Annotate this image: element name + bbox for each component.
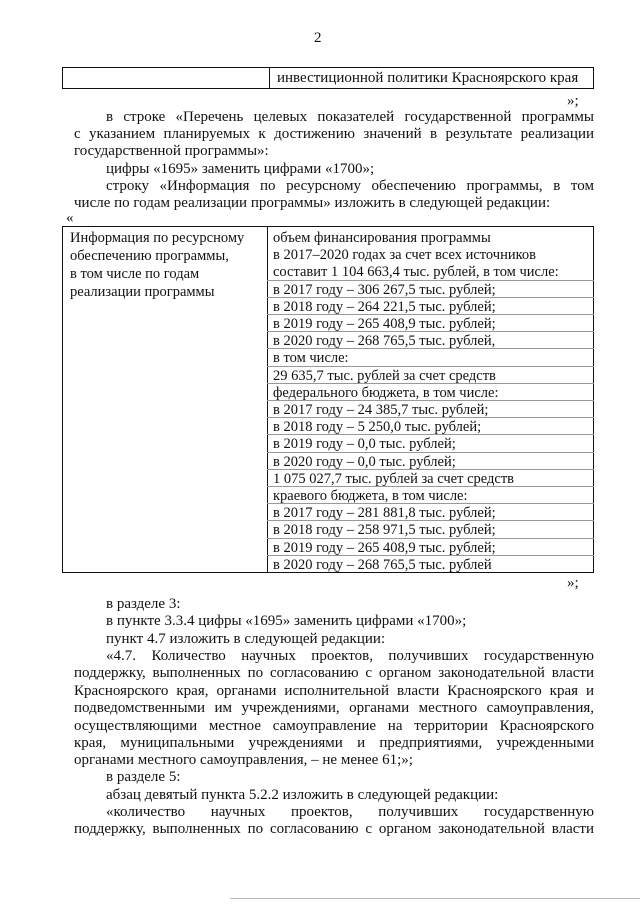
close-quote-2: »; [567, 575, 579, 591]
resource-left-line-3: в том числе по годам [70, 266, 200, 282]
item-3-3-4: в пункте 3.3.4 цифры «1695» заменить цифрами «1700»; [106, 613, 467, 629]
resource-right-line-17: в 2017 году – 281 881,8 тыс. рублей; [273, 505, 496, 522]
footer-rule [230, 898, 640, 899]
resource-right-line-3: составит 1 104 663,4 тыс. рублей, в том числе: [273, 264, 559, 281]
quote47-line-5: осуществляющими местное самоуправление на территории Красноярского [74, 718, 594, 734]
resource-right-line-4: в 2017 году – 306 267,5 тыс. рублей; [273, 281, 496, 298]
para1-line-1: в строке «Перечень целевых показателей государственной программы [106, 109, 594, 125]
quote522-line-1: «количество научных проектов, получивших государственную [106, 804, 594, 820]
resource-right-line-13: в 2019 году – 0,0 тыс. рублей; [273, 436, 456, 453]
resource-left-line-2: обеспечению программы, [70, 248, 229, 264]
section3-heading: в разделе 3: [106, 596, 181, 612]
resource-right-line-16: краевого бюджета, в том числе: [273, 488, 468, 504]
resource-right-line-15: 1 075 027,7 тыс. рублей за счет средств [273, 470, 515, 487]
quote47-line-2: поддержку, выполненных по согласованию с органом законодательной власти [74, 665, 594, 681]
resource-right-line-6: в 2019 году – 265 408,9 тыс. рублей; [273, 316, 496, 332]
item-5-2-2: абзац девятый пункта 5.2.2 изложить в следующей редакции: [106, 787, 499, 803]
top-table-divider [269, 67, 270, 89]
item-4-7: пункт 4.7 изложить в следующей редакции: [106, 631, 386, 647]
resource-right-line-11: в 2017 году – 24 385,7 тыс. рублей; [273, 402, 489, 418]
resource-right-line-12: в 2018 году – 5 250,0 тыс. рублей; [273, 419, 482, 436]
resource-right-line-19: в 2019 году – 265 408,9 тыс. рублей; [273, 539, 496, 556]
resource-right-line-9: 29 635,7 тыс. рублей за счет средств [273, 367, 496, 384]
section5-heading: в разделе 5: [106, 769, 181, 785]
resource-right-line-10: федерального бюджета, в том числе: [273, 384, 499, 401]
para2-line-2: числе по годам реализации программы» изложить в следующей редакции: [74, 195, 551, 211]
top-table-cell: инвестиционной политики Красноярского края [277, 70, 579, 86]
quote522-line-2: поддержку, выполненных по согласованию с органом законодательной власти [74, 821, 594, 837]
para1-line-3: государственной программы»: [74, 143, 269, 159]
para1-line-2: с указанием планируемых к достижению значений в результате реализации [74, 126, 594, 142]
open-quote: « [66, 210, 74, 226]
resource-right-line-14: в 2020 году – 0,0 тыс. рублей; [273, 453, 456, 470]
resource-right-line-8: в том числе: [273, 350, 349, 367]
resource-left-line-1: Информация по ресурсному [70, 230, 245, 246]
quote47-line-6: края, муниципальными учреждениями и предприятиями, учрежденными [74, 735, 594, 751]
replace-numbers-line: цифры «1695» заменить цифрами «1700»; [106, 161, 375, 177]
para2-line-1: строку «Информация по ресурсному обеспечению программы, в том [106, 178, 594, 194]
quote47-line-7: органами местного самоуправления, – не менее 61;»; [74, 752, 413, 768]
quote47-line-3: Красноярского края, органами исполнительной власти Красноярского края и [74, 683, 594, 699]
resource-right-line-2: в 2017–2020 годах за счет всех источников [273, 247, 537, 264]
page-number: 2 [314, 30, 322, 46]
resource-right-line-1: объем финансирования программы [273, 230, 491, 246]
close-quote-1: »; [567, 93, 579, 109]
quote47-line-1: «4.7. Количество научных проектов, получивших государственную [106, 648, 594, 664]
resource-right-line-20: в 2020 году – 268 765,5 тыс. рублей [273, 556, 492, 573]
resource-right-line-5: в 2018 году – 264 221,5 тыс. рублей; [273, 298, 496, 315]
resource-right-line-18: в 2018 году – 258 971,5 тыс. рублей; [273, 522, 496, 539]
resource-right-line-7: в 2020 году – 268 765,5 тыс. рублей, [273, 333, 496, 350]
quote47-line-4: подведомственными им учреждениями, органами местного самоуправления, [74, 700, 594, 716]
resource-left-line-4: реализации программы [70, 284, 215, 300]
